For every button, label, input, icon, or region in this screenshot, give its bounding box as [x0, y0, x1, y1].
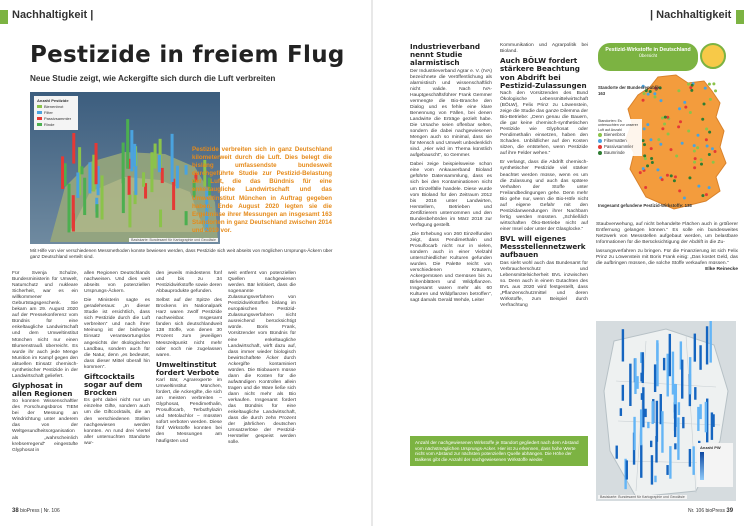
distance-bar — [692, 446, 694, 475]
map-site-dot — [693, 149, 696, 152]
map-bar — [128, 195, 131, 228]
map-bar — [185, 211, 188, 225]
map-bar — [95, 143, 98, 184]
map-site-dot — [661, 178, 664, 181]
map-site-dot — [690, 89, 693, 92]
article-intro: Pestizide verbreiten sich in ganz Deutschland kilometerweit durch die Luft. Dies belegt die bislang umfassendste bundesweit durchgeführte Studie zur Pestizid-Belastung der Luft, die das Bündnis für eine enkeltaugliche Landwirtschaft und das Umweltinstitut München in Auftrag gegeben haben. Ende August 2020 legten sie die Ergebnisse ihrer Messungen an insgesamt 163 Standorten in ganz Deutschland zwischen 2014 und 2019 vor. — [192, 146, 332, 234]
map-site-dot — [644, 157, 647, 160]
map-site-dot — [659, 143, 662, 146]
distance-bar-map — [596, 321, 736, 501]
map-bar — [128, 176, 131, 195]
distance-bar — [644, 409, 646, 417]
map-site-dot — [642, 139, 645, 142]
map-site-dot — [689, 86, 692, 89]
distance-bar — [666, 465, 668, 475]
legend-swatch — [37, 117, 42, 120]
map-bar — [83, 178, 86, 215]
legend-swatch — [598, 145, 602, 149]
legend-item: Filtermatten — [598, 138, 642, 144]
map-bar — [76, 172, 79, 197]
distance-bar — [705, 402, 707, 432]
map-site-dot — [642, 99, 645, 102]
map-site-dot — [701, 118, 704, 121]
distance-bar — [626, 460, 628, 479]
map-bar — [68, 184, 71, 233]
map-site-dot — [646, 164, 649, 167]
distance-bar — [656, 401, 658, 442]
map-site-dot — [673, 179, 676, 182]
distance-bar — [640, 445, 642, 478]
map-bar — [101, 175, 104, 219]
column-4: weit entfernt von potenziellen Quellen nachgewiesen werden. Bär kritisiert, dass die sogenannte Zulassungsverfahren von Pestizidwirkstoffen bislang im europäischen Pestizid-Zulassungsverfahren nicht ausreichend berücksichtigt würde. Boris Frank, Vorsitzender vom Bündnis für eine enkeltaugliche Landwirtschaft, wirft dazu auf, dass immer wieder biologisch bewirtschaftete Äcker durch Ackergifte kontaminiert würden. Die Biobauern müsse dann die Kosten für die aufwändigen Kontrollen allein tragen und die Ware ließe sich dann nicht mehr als Bio verkaufen. Insgesamt fordert das Bündnis für eine enkeltaugliche Landwirtschaft, dass die durch zehn Prozent der jährlichen deutschen Umsatzerlöse der Pestizid-Hersteller gespeist werden solle. — [228, 271, 296, 446]
map-site-dot — [643, 127, 646, 130]
legend-item: Rinde — [37, 122, 75, 127]
distance-map-credit: Basiskarte: Bundesamt für Kartographie und Geodäsie — [600, 495, 685, 499]
column-6: Kommunikation und Agrarpolitik bei Bioland. Auch BÖLW fordert stärkere Beachtung von Abdrift bei Pestizid-Zulassungen Nach den Vorsitzenden des Bund Ökologische Lebensmittelwirtschaft (BÖLW), Felix Prinz zu Löwenstein, zeige die Studie das ganze Dilemma der Bio-Betriebe: „Denn genau die Bauern, die gar keine chemisch-synthetischen Pestizide wie Glyphosat oder Pendimethalin einsetzen, haben den Schaden. Unbildlicher auf den Kosten sitzen, die entstehen, wenn Pestizide auf ihre Felder wehen.“ Er verlangt, dass die Abdrift chemisch-synthetischer Pestizide viel stärker beachtet werden müsse, wenn es um die Zulassung und auch das spätere Verhalten der Stoffe unter Freilandbedingungen gehe. Denn mehr Bio gehe nur, wenn die Bio-Höfe nicht auf eigene Gefahr mit den Pestizidanwendungen ihrer Nachbarn fertig werden müssten. „Schließlich wirtschaften Öko-Betriebe nicht auf einer Insel oder unter der Glasglocke.“ BVL will eigenes Messstellennetzwerk aufbauen Das sieht wohl auch das Bundesamt für Verbraucherschutz und Lebensmittelsicherheit BVL inzwischen so. Denn auch in einem Gutachten des BVL aus 2020 wird festgestellt, dass „Pflanzenschutzmittel und deren Wirkstoffe, zum Beispiel durch Verfrachtung — [500, 43, 588, 308]
info-box: Anzahl der nachgewiesenen Wirkstoffe je Standort gegliedert nach dem Abstand vom nächstmöglichen Ursprungs-Acker. Hier ist zu erkennen, dass hohe Werte nicht vom Abstand zur nächsten potenziellen Quelle abhängen. Die Höhe der Balkens gibt die Anzahl der nachgewiesenen Wirkstoffe wieder. — [410, 436, 588, 466]
map-site-dot — [643, 154, 646, 157]
map-site-dot — [700, 163, 703, 166]
map-site-dot — [678, 189, 681, 192]
distance-bar — [697, 407, 699, 431]
distance-bar — [661, 411, 663, 453]
map-site-dot — [705, 138, 708, 141]
map-site-dot — [714, 150, 717, 153]
map-site-dot — [708, 131, 711, 134]
found-label: Insgesamt gefundene Pestizid-Wirkstoffe: 138 — [598, 203, 692, 208]
distance-bar — [654, 476, 656, 483]
map-bar — [142, 172, 145, 186]
map-bar — [61, 156, 64, 189]
map-site-dot — [683, 101, 686, 104]
column-3: den jeweils mindestens fünf und bis zu 34 Pestizidwirkstoffe sowie deren Abbauprodukte gefunden. Selbst auf der Spitze des Brockens im Nationalpark Harz waren zwölf Pestizide nachweisbar. Insgesamt fanden sich deutschlandweit 138 Stoffe, von denen 30 Prozent zum jeweiligen Messzeitpunkt nicht mehr oder noch nie zugelassen waren. Umweltinstitut fordert Verbote Karl Bär, Agrarexperte im Umweltinstitut München, fordert, die Ackergifte, die sich am meisten verbreiten – Glyphosat, Pendimethalin, Prosulfocarb, Terbuthylazin und Metolachlor – müssten sofort verboten werden. Diese fünf Wirkstoffe konnten bei den Messungen am häufigsten und — [156, 271, 222, 444]
map-site-dot — [693, 166, 696, 169]
bee-logo-icon — [700, 43, 726, 69]
map-site-dot — [704, 87, 707, 90]
header-bar-right — [736, 10, 744, 24]
distance-bar — [709, 321, 711, 363]
distance-bar — [634, 358, 636, 394]
article-title: Pestizide in freiem Flug — [30, 42, 345, 68]
distance-bar — [674, 404, 676, 437]
map-site-dot — [705, 128, 708, 131]
author: Elke Reinecke — [705, 267, 738, 273]
map-site-dot — [651, 161, 654, 164]
distance-bar — [656, 343, 658, 386]
map-site-dot — [687, 83, 690, 86]
map-site-dot — [656, 168, 659, 171]
distance-map-legend: Anzahl PW — [697, 443, 733, 487]
distance-bar — [622, 329, 624, 361]
distance-bar — [694, 334, 696, 362]
legend-swatch — [598, 151, 602, 155]
map-site-dot — [701, 194, 704, 197]
legend-swatch — [37, 123, 42, 126]
map-site-dot — [639, 171, 642, 174]
map-bar — [72, 133, 75, 164]
map-site-dot — [684, 106, 687, 109]
map-bar — [171, 134, 174, 182]
distance-bar — [640, 373, 642, 382]
distance-bar — [669, 446, 671, 479]
map-site-dot — [677, 125, 680, 128]
distance-bar — [699, 404, 701, 419]
map-bar — [88, 162, 91, 193]
map-site-dot — [681, 142, 684, 145]
legend-item: Baumrinde — [598, 150, 642, 156]
map-site-dot — [703, 102, 706, 105]
map-site-dot — [693, 161, 696, 164]
map-site-dot — [674, 175, 677, 178]
map-bar — [172, 179, 175, 210]
distance-bar — [699, 345, 701, 370]
distance-bar — [674, 443, 676, 449]
distance-bar — [620, 408, 622, 416]
germany-map — [596, 43, 738, 213]
map-site-dot — [712, 82, 715, 85]
map-site-dot — [688, 176, 691, 179]
legend-swatch — [598, 133, 602, 137]
distance-bar — [672, 352, 674, 395]
distance-bar — [633, 417, 635, 450]
map-site-dot — [708, 186, 711, 189]
map-badge: Pestizid-Wirkstoffe in Deutschland Übersicht — [598, 43, 698, 71]
map-site-dot — [646, 123, 649, 126]
column-2: allen Regionen Deutschlands nachweisen. Und dies weit abseits von potenziellen Ursprungs-Äckern. Die Ministerin sagte es geradeheraus: „In dieser Studie ist ersichtlich, dass sich Pestizide durch die Luft verbreiten“ und nach ihrer Meinung ist der bisherige Einsatz verantwortungslos angesichts der ökologischen Landbau, sondern auch für die Natur, denn „es bedeutet, dass dieser Mittel überall hin kommen“. Giftcocktails sogar auf dem Brocken Es geht dabei nicht nur um einzelne Gifte, sondern auch um die Giftcocktails, die an den verschiedenen Stellen nachgewiesen werden konnten. An rund drei Viertel aller untersuchten Standorte wur- — [84, 271, 150, 446]
distance-bar — [663, 358, 665, 370]
legend-item: Passivsammler — [598, 144, 642, 150]
map-site-dot — [700, 158, 703, 161]
map-bar — [185, 165, 188, 175]
map-site-dot — [667, 133, 670, 136]
distance-bar — [681, 360, 683, 399]
map-bar — [176, 166, 179, 189]
distance-bar — [636, 376, 638, 389]
map-site-dot — [689, 111, 692, 114]
map-site-dot — [679, 120, 682, 123]
distance-bar — [667, 354, 669, 397]
header-bar-left — [0, 10, 8, 24]
map-site-dot — [706, 145, 709, 148]
map-site-dot — [666, 174, 669, 177]
map-bar — [80, 166, 83, 174]
map-bar — [122, 178, 125, 213]
map-site-dot — [709, 98, 712, 101]
map-site-dot — [694, 157, 697, 160]
distance-bar — [641, 393, 643, 400]
page-spine — [371, 0, 373, 526]
distance-bar — [652, 401, 654, 424]
legend-scale — [700, 452, 704, 480]
map-site-dot — [649, 138, 652, 141]
map-site-dot — [708, 83, 711, 86]
map-site-dot — [664, 116, 667, 119]
map-caption: Mit Hilfe von vier verschiedenen Messmethoden konnte bewiesen werden, dass Pestizide sich weit abseits von möglichen Ursprungs-Äckern über ganz Deutschland verteilt sind. — [30, 248, 333, 259]
map-site-dot — [705, 193, 708, 196]
map-site-dot — [678, 107, 681, 110]
map-bar — [159, 210, 162, 228]
map-site-dot — [696, 146, 699, 149]
map-credit: Basiskarte: Bundesamt für Kartographie und Geodäsie — [131, 238, 216, 242]
map-site-dot — [657, 138, 660, 141]
distance-bar — [640, 409, 642, 445]
distance-bar — [650, 441, 652, 447]
header-right: | Nachhaltigkeit — [650, 9, 732, 21]
germany-map-legend: Standorte der Bundesrepublik: 163 — [598, 85, 662, 96]
map-site-dot — [663, 123, 666, 126]
map-bar — [158, 155, 161, 172]
legend-item: Bienenbrot — [37, 104, 75, 109]
distance-bar — [669, 334, 671, 376]
map-site-dot — [697, 185, 700, 188]
distance-bar — [689, 357, 691, 394]
legend-swatch — [37, 111, 42, 114]
map-site-dot — [650, 147, 653, 150]
legend-swatch — [37, 105, 42, 108]
map-bar — [161, 168, 164, 183]
legend-item: Passivsammler — [37, 116, 75, 121]
map-site-dot — [708, 153, 711, 156]
distance-bar — [694, 387, 696, 400]
legend-item: Bienenbrot — [598, 132, 642, 138]
map-bar — [154, 144, 157, 169]
map-site-dot — [661, 117, 664, 120]
map-site-dot — [650, 157, 653, 160]
map-site-dot — [697, 134, 700, 137]
distance-bar — [677, 417, 679, 459]
distance-bar — [647, 422, 649, 428]
footer-right: Nr. 106 bioPress 39 — [688, 508, 734, 514]
distance-bar — [651, 455, 653, 484]
distance-bar — [689, 449, 691, 467]
distance-bar — [616, 446, 618, 459]
distance-bar — [629, 364, 631, 406]
distance-bar — [678, 402, 680, 415]
map-site-dot — [687, 129, 690, 132]
map-bar — [122, 143, 125, 184]
map-site-dot — [661, 127, 664, 130]
header-left: Nachhaltigkeit | — [12, 9, 94, 21]
map-bar — [130, 130, 133, 171]
map-bar — [64, 163, 67, 186]
map-site-dot — [677, 89, 680, 92]
map-site-dot — [714, 89, 717, 92]
column-5: Industrieverband nennt Studie alarmistisch Der Industrieverband Agrar e. V. (IVA) bezeichnete die Veröffentlichung als alarmistisch und wissenschaftlich nicht valide. Nach IVA-Hauptgeschäftsführer Frank Gemmer vermengte die Bio-Branche den Dialog und es fehle eine klare Benennung von Fällen, bei denen Landwirte die Erträge gezielt habe. Die Ursache seien offenbar selten, sondern die dabei nachgewiesenen Mengen auch so minimal, dass sie für Mensch und Umwelt unbedenklich sind. „Hier wird im Thema künstlich aufgebauscht“, so Gemmer. Dabei zeige beispielsweise schon eine vom Ankauverband Bioland geführte Datensammlung, dass es sich bei den Kontaminationen nicht um Einzelfälle handele. Diese wurde vom Bioland für den Zeitraum 2012 bis 2016 unter Landwirten, Herstellern, Betrieben und Zertifizierern unternommen und den Bundesbehörden im März 2018 zur Verfügung gestellt. „Die Erhebung von 260 Einzelfunden zeigt, dass Pendimethalin und Prosulfocarb nicht nur in vielen, sondern auch in einer Vielzahl unterschiedlicher Kulturen gefunden wurden. Die Palette reicht von verschiedenen Kräutern, Ackergemüsen und Gemüsen bis zu Birkenblättern und Wildpflanzen. Insgesamt waren mehr als 60 Kulturen und Wildpflanzen betroffen“, sagt damals Gerald Wehde, Leiter — [410, 42, 492, 304]
distance-bar — [622, 385, 624, 401]
map-bar — [96, 204, 99, 218]
map-site-dot — [675, 154, 678, 157]
map-site-dot — [644, 186, 647, 189]
map-legend: Anzahl Pestizide Bienenbrot Filter Passivsammler Rinde — [34, 96, 78, 130]
distance-bar — [706, 326, 708, 364]
map-site-dot — [659, 99, 662, 102]
map-bar — [133, 144, 136, 167]
map-bar — [72, 213, 75, 231]
map-bar — [126, 119, 129, 169]
map-site-dot — [693, 144, 696, 147]
map-site-dot — [643, 143, 646, 146]
article-subtitle: Neue Studie zeigt, wie Ackergifte sich durch die Luft verbreiten — [30, 74, 276, 83]
distance-bar — [712, 414, 714, 427]
map-site-dot — [711, 147, 714, 150]
map-site-dot — [712, 161, 715, 164]
map-site-dot — [669, 148, 672, 151]
map-site-dot — [683, 197, 686, 200]
germany-map-legend-items: Standorten: Es untersuchten vor unserer Luft auf Anzahl Bienenbrot Filtermatten Passivsammler Baumrinde — [598, 119, 642, 156]
legend-swatch — [598, 139, 602, 143]
map-bar — [150, 152, 153, 192]
map-site-dot — [642, 167, 645, 170]
column-7: Staubverwehung, auf nicht behandelte Flächen auch in größerer Entfernung gelangen können.“ Es solle ein bundesweites Netzwerk von Messstellen aufgebaut werden, um belastbare Informationen für die Berücksichtigung der Abdrift in die Zu- lassungsverfahren zu bringen. Für die Finanzierung ist sich Felix Prinz zu Löwenstein mit Boris Frank einig: „Das kostet Geld, das die aufbringen müssen, die solche Stoffe verkaufen müssen.“ Elke Reinecke — [596, 222, 738, 273]
map-site-dot — [670, 174, 673, 177]
distance-bar — [682, 417, 684, 428]
footer-left: 38 bioPress | Nr. 106 — [12, 508, 60, 514]
distance-bar — [654, 364, 656, 392]
column-1: Für Svenja Schulze, Bundesministerin für Umwelt, Naturschutz und nukleare Sicherheit, war es ein willkommener Geburtstagsgeschenk. Sie bekam am 29. August 2020 auf der Pressekonferenz vom Bündnis für eine enkeltaugliche Landwirtschaft und dem Umweltinstitut München nicht nur einen Blumenstrauß überreicht. Es wurde ihr auch jede Menge Munition im Kampf gegen den aktuellen Einsatz chemisch-synthetischer Pestizide in der Landwirtschaft geliefert. Glyphosat in allen Regionen So konnten Wissenschaftler des Forschungsbüros TIEM bei der Messung an Windrichtung unter anderem das von der Weltgesundheitsorganisation als „wahrscheinlich krebserregend“ eingestufte Glyphosat in — [12, 271, 78, 453]
legend-item: Filter — [37, 110, 75, 115]
